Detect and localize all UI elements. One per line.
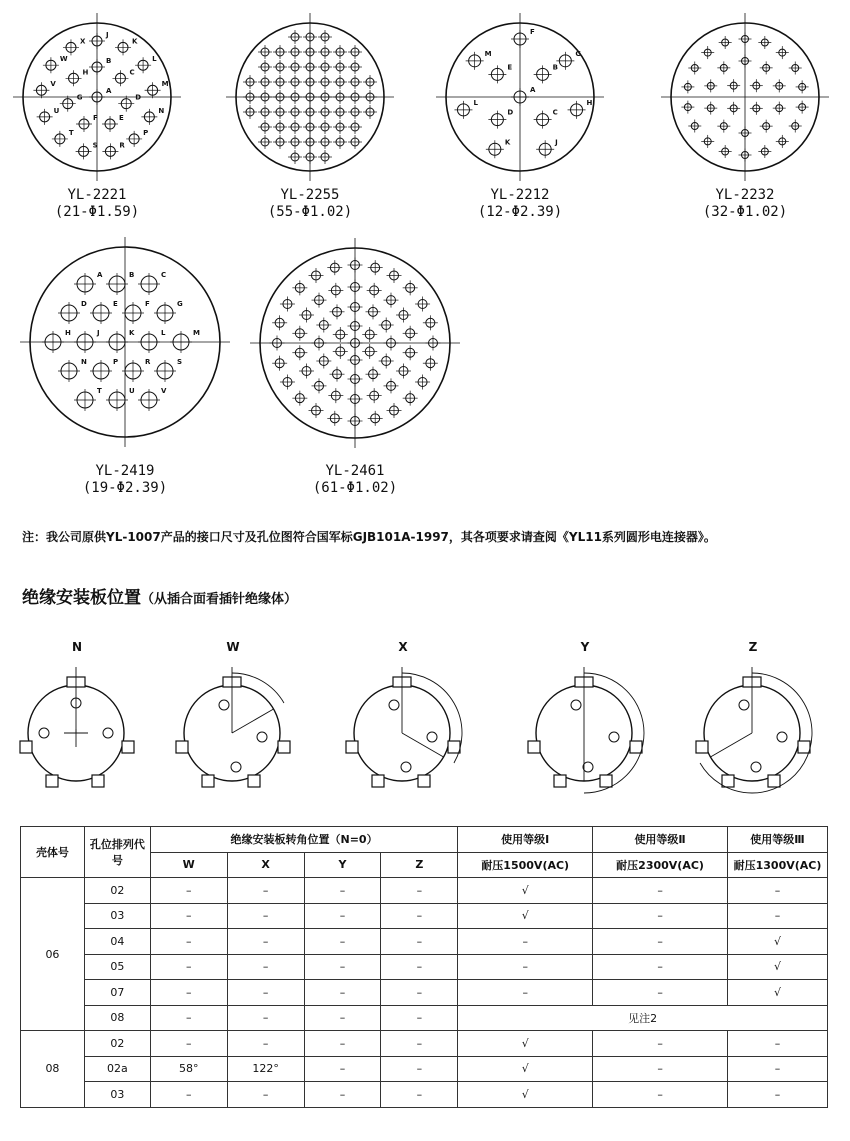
grade-3-cell: – [728,1082,828,1108]
connector-spec: (32-Φ1.02) [702,204,788,220]
x-cell: – [227,1082,304,1108]
pin-letter: D [81,300,87,308]
connector-diagram-2232 [660,12,830,182]
voltage-grade-2: 耐压2300V(AC) [593,852,728,878]
x-cell: – [227,980,304,1006]
contact-hole [103,728,113,738]
contact-hole [609,732,619,742]
y-cell: – [304,1082,381,1108]
mount-tab [176,741,188,753]
pin-letter: M [161,80,169,89]
y-cell: – [304,1056,381,1082]
rotation-diagram-w [168,655,308,805]
grade-3-cell: √ [728,929,828,955]
pin-letter: B [552,63,558,72]
z-cell: – [381,929,458,955]
pin-letter: H [82,68,89,77]
w-cell: – [150,1082,227,1108]
voltage-grade-3: 耐压1300V(AC) [728,852,828,878]
table-row [21,878,828,904]
pin-letter: V [50,80,56,89]
contact-hole [39,728,49,738]
header-grade-3: 使用等级Ⅲ [728,827,828,853]
pin-letter: P [143,128,149,137]
connector-spec: (55-Φ1.02) [267,204,353,220]
header-rotation: 绝缘安装板转角位置（N=0） [150,827,457,853]
mount-tab [722,775,734,787]
connector-spec: (21-Φ1.59) [54,204,140,220]
pin-letter: A [106,87,112,95]
pin-letter: J [555,138,558,147]
pin-letter: B [106,57,112,65]
rotation-arc [700,673,812,793]
pin-letter: N [158,106,165,115]
mount-tab [346,741,358,753]
rotation-arc [584,673,644,793]
pin-letter: W [59,55,68,64]
w-cell: – [150,1005,227,1031]
grade-3-cell: √ [728,980,828,1006]
y-cell: – [304,903,381,929]
contact-hole [777,732,787,742]
pin-letter: E [113,300,118,308]
position-label-z: Z [748,640,758,654]
pin-letter: L [161,329,166,337]
y-cell: – [304,954,381,980]
pin-letter: R [119,141,125,150]
pin-letter: E [507,63,513,72]
w-cell: – [150,903,227,929]
z-cell: – [381,954,458,980]
mount-tab [278,741,290,753]
pin-letter: T [97,387,102,395]
connector-diagram-2221 [12,12,182,182]
table-row [21,1056,828,1082]
x-cell: – [227,878,304,904]
x-cell: – [227,903,304,929]
compliance-note: 注：我公司原供YL-1007产品的接口尺寸及孔位图符合国军标GJB101A-1997，其各项要求请查阅《YL11系列圆形电连接器》。 [22,530,716,544]
mount-tab [528,741,540,753]
z-cell: – [381,903,458,929]
contact-hole [389,700,399,710]
pin-letter: G [76,93,83,102]
grade-1-cell: – [458,980,593,1006]
w-cell: – [150,878,227,904]
contact-hole [739,700,749,710]
pin-letter: E [119,114,124,123]
insulator-position-table [20,826,828,1108]
grade-2-cell: – [593,878,728,904]
grade-2-cell: – [593,1056,728,1082]
w-cell: – [150,980,227,1006]
connector-label-2461 [270,463,440,497]
grade-3-cell: – [728,903,828,929]
grade-2-cell: – [593,980,728,1006]
mount-tab [418,775,430,787]
pin-letter: M [193,329,200,337]
rotation-line [232,709,274,733]
w-cell: – [150,954,227,980]
code-cell: 08 [84,1005,150,1031]
mount-tab [122,741,134,753]
connector-spec: (19-Φ2.39) [82,480,168,496]
connector-diagram-2212 [435,12,605,182]
connector-diagram-2461 [250,240,460,450]
contact-hole [401,762,411,772]
mount-tab [554,775,566,787]
connector-model: YL-2461 [325,463,385,479]
table-row [21,980,828,1006]
pin-letter: P [113,358,119,366]
position-label-n: N [71,640,83,654]
pin-letter: S [92,141,98,150]
z-cell: – [381,1005,458,1031]
pin-letter: M [484,49,492,58]
w-cell: – [150,929,227,955]
grade-1-cell: √ [458,878,593,904]
pin-letter: D [135,93,142,102]
pin-letter: A [530,86,536,94]
grade-2-cell: – [593,903,728,929]
pin-letter: C [161,271,167,279]
grade-1-cell: √ [458,1082,593,1108]
mount-tab [92,775,104,787]
connector-model: YL-2232 [715,187,775,203]
connector-diagram-2255 [225,12,395,182]
table-row [21,1005,828,1031]
position-label-y: Y [580,640,590,654]
section-title: 绝缘安装板位置 [22,588,141,608]
z-cell: – [381,1056,458,1082]
contact-hole [219,700,229,710]
w-cell: – [150,1031,227,1057]
table-row [21,903,828,929]
pin-letter: L [152,55,157,64]
shell-cell: 06 [21,878,85,1031]
code-cell: 05 [84,954,150,980]
grade-1-cell: – [458,929,593,955]
mount-tab [798,741,810,753]
connector-label-2212 [435,187,605,221]
code-cell: 07 [84,980,150,1006]
contact-hole [257,732,267,742]
connector-label-2221 [12,187,182,221]
connector-label-2419 [40,463,210,497]
x-cell: – [227,1005,304,1031]
grade-1-cell: √ [458,903,593,929]
header-shell: 壳体号 [21,827,85,878]
pin-letter: X [79,37,86,46]
pin-letter: A [97,271,103,279]
voltage-grade-1: 耐压1500V(AC) [458,852,593,878]
pin-letter: R [145,358,151,366]
pin-letter: S [177,358,183,366]
pin-letter: F [530,28,535,36]
section-heading [22,583,297,608]
mount-tab [600,775,612,787]
contact-hole [231,762,241,772]
rotation-diagram-n [12,655,142,805]
header-grade-1: 使用等级Ⅰ [458,827,593,853]
contact-hole [583,762,593,772]
y-cell: – [304,980,381,1006]
table-row [21,929,828,955]
z-cell: – [381,1031,458,1057]
subheader-y: Y [304,852,381,878]
pin-letter: L [473,98,478,107]
pin-letter: G [575,49,582,58]
mount-tab [46,775,58,787]
grade-3-cell: – [728,1031,828,1057]
section-subtitle: （从插合面看插针绝缘体） [141,592,298,607]
table-row [21,1082,828,1108]
grade-2-cell: – [593,1082,728,1108]
pin-letter: F [145,300,150,308]
position-label-x: X [398,640,408,654]
contact-hole [571,700,581,710]
pin-letter: G [177,300,183,308]
y-cell: – [304,878,381,904]
mount-tab [20,741,32,753]
connector-diagram-2419 [20,238,230,458]
connector-label-2255 [225,187,395,221]
w-cell: 58° [150,1056,227,1082]
mount-tab [768,775,780,787]
pin-letter: N [81,358,87,366]
mount-tab [630,741,642,753]
connector-label-2232 [660,187,830,221]
grade-1-cell: – [458,954,593,980]
grade-1-cell: √ [458,1056,593,1082]
x-cell: – [227,1031,304,1057]
note-2-cell: 见注2 [458,1005,828,1031]
rotation-diagram-y [520,655,660,805]
pin-letter: V [161,387,167,395]
pin-letter: C [552,108,558,117]
pin-letter: D [507,108,514,117]
grade-2-cell: – [593,954,728,980]
connector-spec: (12-Φ2.39) [477,204,563,220]
pin-letter: T [68,128,74,137]
grade-2-cell: – [593,929,728,955]
pin-letter: J [97,329,100,337]
header-code: 孔位排列代号 [84,827,150,878]
code-cell: 03 [84,1082,150,1108]
pin-letter: K [504,138,511,147]
y-cell: – [304,929,381,955]
code-cell: 02a [84,1056,150,1082]
pin-letter: H [586,98,593,107]
rotation-line [710,733,752,757]
table-row [21,954,828,980]
x-cell: – [227,954,304,980]
shell-cell: 08 [21,1031,85,1108]
pin-letter: U [53,106,60,115]
z-cell: – [381,980,458,1006]
mount-tab [696,741,708,753]
pin-letter: U [129,387,135,395]
connector-model: YL-2221 [67,187,127,203]
table-row [21,1031,828,1057]
y-cell: – [304,1031,381,1057]
pin-letter: K [129,329,135,337]
mount-tab [372,775,384,787]
connector-spec: (61-Φ1.02) [312,480,398,496]
grade-3-cell: – [728,1056,828,1082]
code-cell: 04 [84,929,150,955]
x-cell: 122° [227,1056,304,1082]
x-cell: – [227,929,304,955]
pin-letter: C [129,68,135,77]
pin-letter: H [65,329,71,337]
grade-1-cell: √ [458,1031,593,1057]
grade-3-cell: – [728,878,828,904]
contact-hole [427,732,437,742]
header-grade-2: 使用等级Ⅱ [593,827,728,853]
rotation-diagram-x [338,655,478,805]
connector-model: YL-2255 [280,187,340,203]
mount-tab [448,741,460,753]
code-cell: 02 [84,878,150,904]
connector-model: YL-2419 [95,463,155,479]
pin-letter: F [92,114,98,123]
subheader-w: W [150,852,227,878]
mount-tab [248,775,260,787]
mount-tab [202,775,214,787]
pin-letter: J [106,31,109,39]
subheader-x: X [227,852,304,878]
position-label-w: W [226,640,240,654]
y-cell: – [304,1005,381,1031]
subheader-z: Z [381,852,458,878]
contact-hole [751,762,761,772]
connector-model: YL-2212 [490,187,550,203]
z-cell: – [381,1082,458,1108]
code-cell: 03 [84,903,150,929]
z-cell: – [381,878,458,904]
grade-2-cell: – [593,1031,728,1057]
code-cell: 02 [84,1031,150,1057]
rotation-diagram-z [688,655,828,805]
pin-letter: K [132,37,138,46]
grade-3-cell: √ [728,954,828,980]
pin-letter: B [129,271,135,279]
